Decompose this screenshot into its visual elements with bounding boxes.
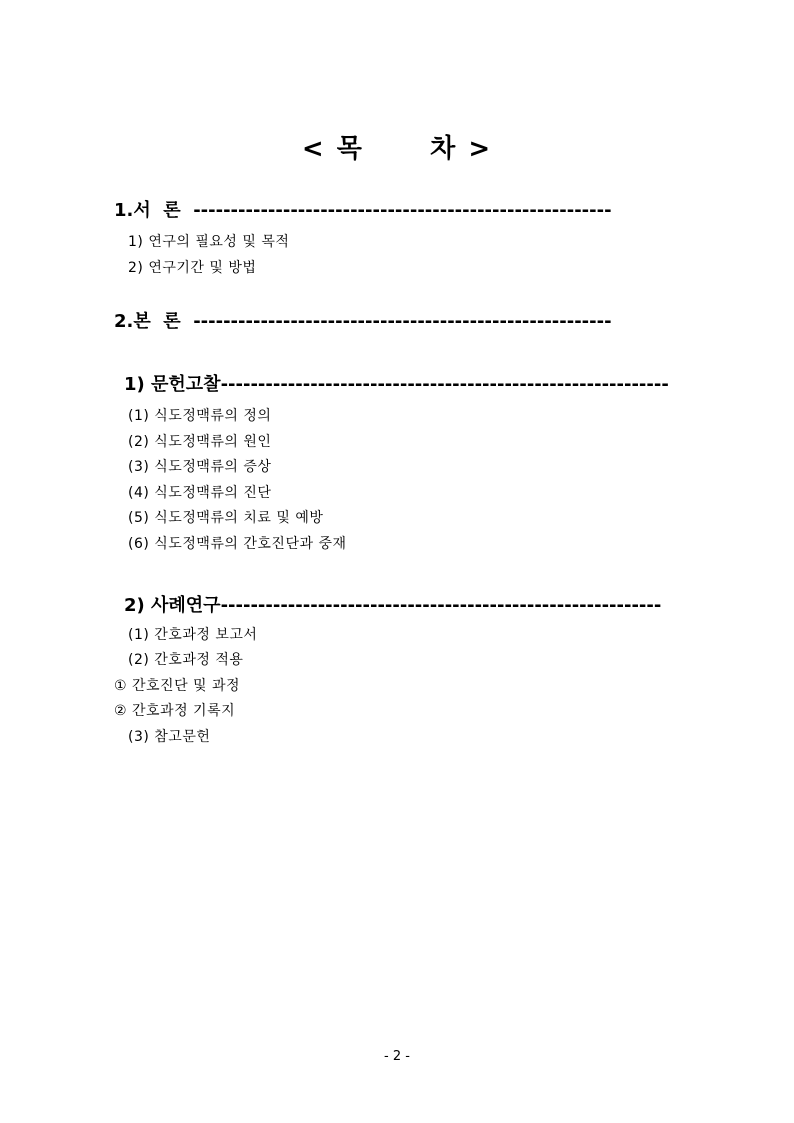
toc-item-references[interactable]: (3) 참고문헌 xyxy=(128,729,211,745)
toc-item-cause[interactable]: (2) 식도정맥류의 원인 xyxy=(128,434,272,450)
toc-item-nursing-diagnosis-process[interactable]: ① 간호진단 및 과정 xyxy=(114,678,241,694)
toc-title: < 목 차 > xyxy=(301,134,493,164)
toc-heading-main-body[interactable]: 2.본 론 -------------------------------------------------------- xyxy=(114,311,612,332)
toc-subheading-literature-review[interactable]: 1) 문헌고찰------------------------------------------------------------ xyxy=(124,374,669,395)
toc-heading-introduction[interactable]: 1.서 론 -------------------------------------------------------- xyxy=(114,200,612,221)
toc-item-nursing-intervention[interactable]: (6) 식도정맥류의 간호진단과 중재 xyxy=(128,536,347,552)
toc-subheading-case-study[interactable]: 2) 사례연구----------------------------------------------------------- xyxy=(124,595,662,616)
toc-item-nursing-application[interactable]: (2) 간호과정 적용 xyxy=(128,652,244,668)
toc-item-nursing-report[interactable]: (1) 간호과정 보고서 xyxy=(128,627,258,643)
toc-item-treatment[interactable]: (5) 식도정맥류의 치료 및 예방 xyxy=(128,510,324,526)
toc-item-symptoms[interactable]: (3) 식도정맥류의 증상 xyxy=(128,459,272,475)
page-number: - 2 - xyxy=(384,1049,410,1064)
toc-item-research-need[interactable]: 1) 연구의 필요성 및 목적 xyxy=(128,234,290,250)
toc-item-research-period[interactable]: 2) 연구기간 및 방법 xyxy=(128,260,257,276)
toc-item-diagnosis[interactable]: (4) 식도정맥류의 진단 xyxy=(128,485,272,501)
toc-item-nursing-record[interactable]: ② 간호과정 기록지 xyxy=(114,703,236,719)
toc-item-definition[interactable]: (1) 식도정맥류의 정의 xyxy=(128,408,272,424)
